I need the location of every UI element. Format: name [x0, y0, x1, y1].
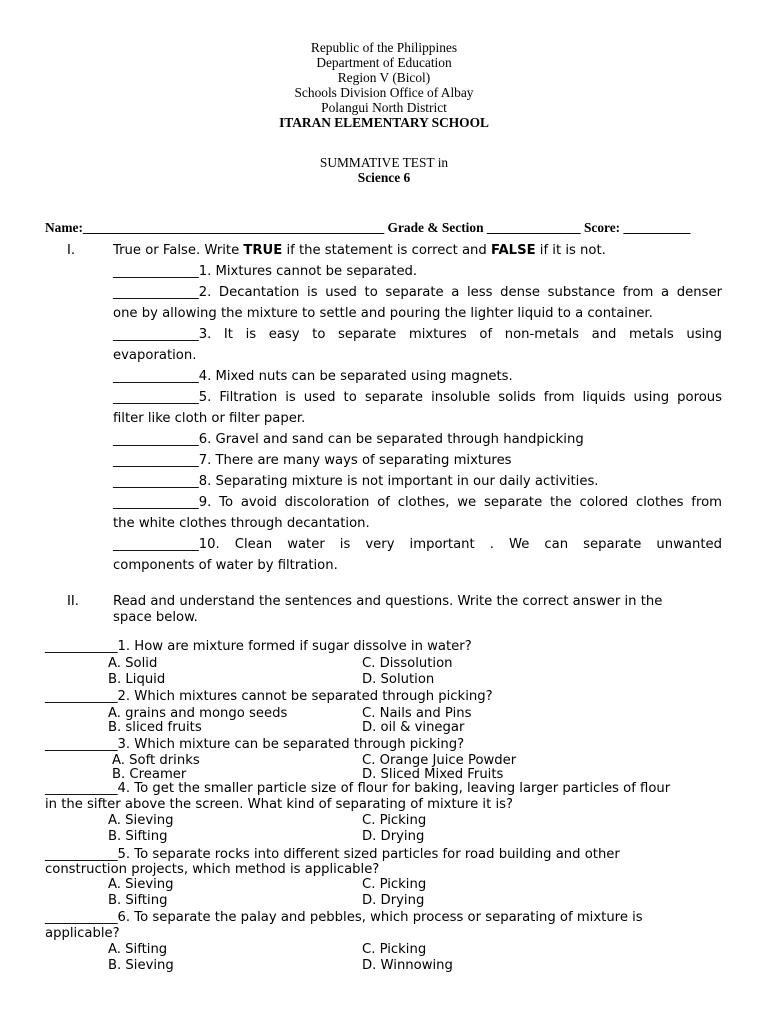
part1-instr-false: FALSE [490, 243, 536, 258]
part1-instr-text-c: if it is not. [535, 243, 606, 258]
q1-option-c: C. Dissolution [362, 656, 453, 671]
q6-option-b: B. Sieving [108, 958, 174, 973]
q2-option-c: C. Nails and Pins [362, 706, 472, 721]
part1-numeral: I. [67, 243, 76, 258]
q4-option-b: B. Sifting [108, 829, 168, 844]
q5-option-a: A. Sieving [108, 877, 174, 892]
q1-option-a: A. Solid [108, 656, 158, 671]
school-name: ITARAN ELEMENTARY SCHOOL [279, 115, 489, 130]
part1-instr-true: TRUE [243, 243, 283, 258]
q4-option-c: C. Picking [362, 813, 427, 828]
tf-item-10-line-1: _____________10. Clean water is very important . We can separate unwanted [113, 537, 722, 552]
tf-item-3-line-2: evaporation. [113, 348, 197, 363]
division-line: Schools Division Office of Albay [294, 85, 474, 100]
tf-item-2-line-1: _____________2. Decantation is used to separate a less dense substance from a denser [113, 285, 722, 300]
test-title-block [0, 155, 768, 185]
mc-question-2: ___________2. Which mixtures cannot be separated through picking? [45, 689, 493, 704]
tf-item-3-line-1: _____________3. It is easy to separate mixtures of non-metals and metals using [113, 327, 722, 342]
mc-question-5-line-1: ___________5. To separate rocks into different sized particles for road building and other [45, 847, 620, 862]
q6-option-a: A. Sifting [108, 942, 168, 957]
q4-option-d: D. Drying [362, 829, 425, 844]
q3-option-c: C. Orange Juice Powder [362, 753, 517, 768]
mc-question-1: ___________1. How are mixture formed if sugar dissolve in water? [45, 639, 472, 654]
test-title: SUMMATIVE TEST in [319, 155, 449, 170]
q2-option-d: D. oil & vinegar [362, 720, 465, 735]
q3-option-a: A. Soft drinks [112, 753, 200, 768]
part1-instr-text-a: True or False. Write [113, 243, 244, 258]
tf-item-6: _____________6. Gravel and sand can be separated through handpicking [113, 432, 584, 447]
tf-item-1: _____________1. Mixtures cannot be separated. [113, 264, 418, 279]
tf-item-5-line-2: filter like cloth or filter paper. [113, 411, 306, 426]
q1-option-d: D. Solution [362, 672, 435, 687]
q6-option-d: D. Winnowing [362, 958, 453, 973]
student-info-line: Name:_____________________________________________ Grade & Section ______________ Score: __________ [45, 220, 691, 235]
q2-option-a: A. grains and mongo seeds [108, 706, 288, 721]
tf-item-9-line-2: the white clothes through decantation. [113, 516, 370, 531]
region-line: Region V (Bicol) [337, 70, 431, 85]
q5-option-d: D. Drying [362, 893, 425, 908]
mc-question-6-line-1: ___________6. To separate the palay and pebbles, which process or separating of mixture is [45, 910, 643, 925]
part2-instructions-line-1: Read and understand the sentences and questions. Write the correct answer in the [113, 594, 663, 609]
tf-item-10-line-2: components of water by filtration. [113, 558, 338, 573]
q2-option-b: B. sliced fruits [108, 720, 202, 735]
tf-item-5-line-1: _____________5. Filtration is used to separate insoluble solids from liquids using porous [113, 390, 722, 405]
part1-instr-text-b: if the statement is correct and [282, 243, 491, 258]
subject-title: Science 6 [357, 170, 411, 185]
q6-option-c: C. Picking [362, 942, 427, 957]
q5-option-b: B. Sifting [108, 893, 168, 908]
mc-question-4-line-2: in the sifter above the screen. What kind of separating of mixture it is? [45, 797, 513, 812]
part2-instructions-line-2: space below. [113, 610, 198, 625]
tf-item-7: _____________7. There are many ways of separating mixtures [113, 453, 512, 468]
q3-option-d: D. Sliced Mixed Fruits [362, 767, 504, 782]
mc-question-4-line-1: ___________4. To get the smaller particle size of flour for baking, leaving larger particles of flour [45, 781, 671, 796]
tf-item-8: _____________8. Separating mixture is not important in our daily activities. [113, 474, 599, 489]
tf-item-9-line-1: _____________9. To avoid discoloration of clothes, we separate the colored clothes from [113, 495, 722, 510]
part2-numeral: II. [67, 594, 79, 609]
part1-instructions [113, 243, 606, 258]
mc-question-3: ___________3. Which mixture can be separated through picking? [45, 737, 465, 752]
republic-line: Republic of the Philippines [310, 40, 458, 55]
q4-option-a: A. Sieving [108, 813, 174, 828]
department-line: Department of Education [316, 55, 452, 70]
q3-option-b: B. Creamer [112, 767, 187, 782]
tf-item-4: _____________4. Mixed nuts can be separated using magnets. [113, 369, 513, 384]
tf-item-2-line-2: one by allowing the mixture to settle and pouring the lighter liquid to a container. [113, 306, 653, 321]
mc-question-5-line-2: construction projects, which method is applicable? [45, 862, 380, 877]
district-line: Polangui North District [321, 100, 447, 115]
q1-option-b: B. Liquid [108, 672, 166, 687]
q5-option-c: C. Picking [362, 877, 427, 892]
mc-question-6-line-2: applicable? [45, 926, 120, 941]
document-header [0, 40, 768, 130]
